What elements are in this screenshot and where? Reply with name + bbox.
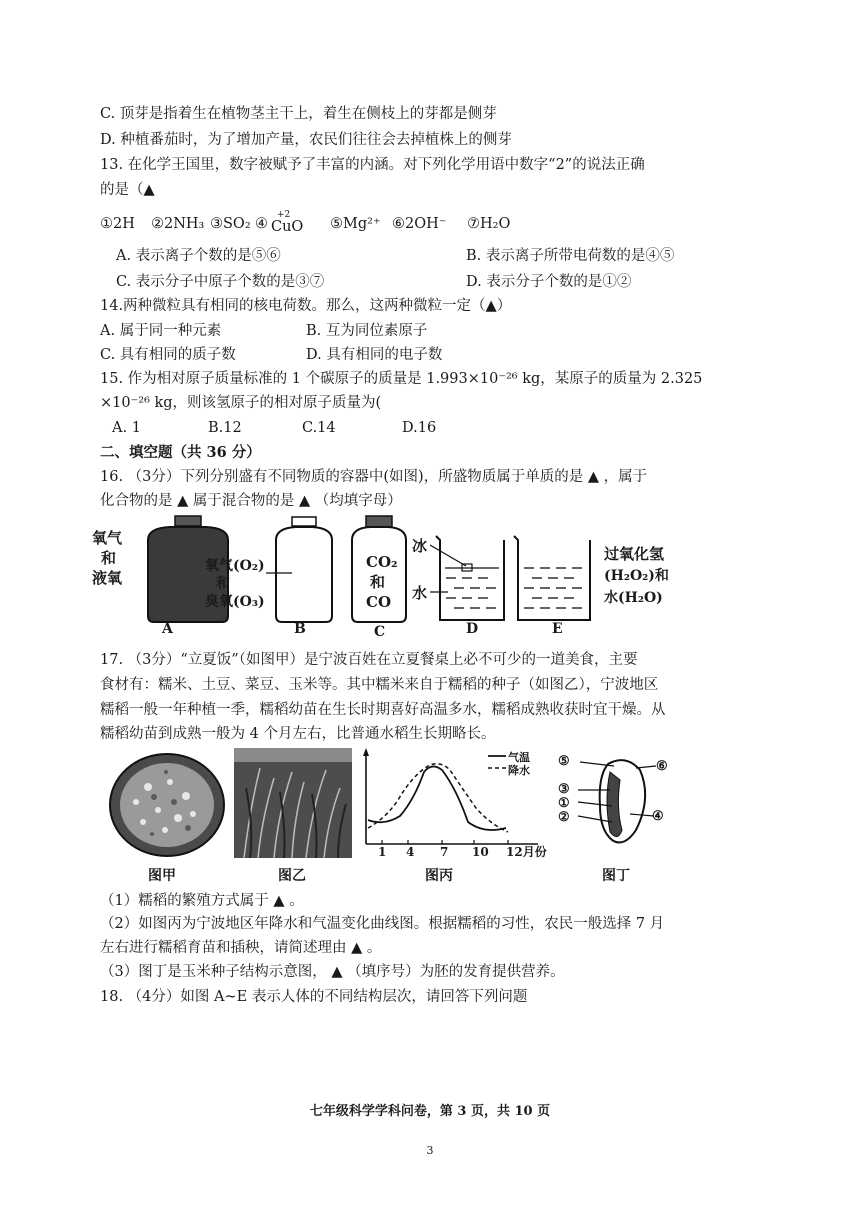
q12-option-d: D. 种植番茄时，为了增加产量，农民们往往会去掉植株上的侧芽 (100, 132, 512, 148)
q17-sub-3: （3）图丁是玉米种子结构示意图， ▲ （填序号）为胚的发育提供营养。 (100, 964, 565, 980)
seed-label-4: ④ (652, 809, 664, 824)
q14-option-c: C. 具有相同的质子数 (100, 347, 236, 363)
rice-plant-image (234, 748, 352, 858)
q17-line-4: 糯稻幼苗到成熟一般为 4 个月左右，比普通水稻生长期略长。 (100, 726, 496, 742)
q13-stem-line1: 13. 在化学王国里，数字被赋予了丰富的内涵。对下列化学用语中数字“2”的说法正确 (100, 157, 645, 173)
container-b-label: B (294, 621, 306, 637)
q13-formula-6: ⑥2OH⁻ (392, 216, 447, 232)
container-d-beaker (430, 536, 504, 620)
q13-cuo-charge: +2 (277, 210, 291, 220)
q15-option-c: C.14 (302, 420, 336, 436)
container-e-content-3: 水(H₂O) (604, 590, 663, 606)
container-d-label: D (466, 621, 479, 637)
container-b-content-3: 臭氧(O₃) (205, 594, 265, 610)
q18-stem: 18. （4分）如图 A~E 表示人体的不同结构层次，请回答下列问题 (100, 989, 528, 1005)
q17-sub-2-line-2: 左右进行糯稻育苗和插秧，请简述理由 ▲ 。 (100, 940, 382, 956)
container-a-side-label-2: 和 (101, 549, 117, 567)
container-a-side-label-3: 液氧 (92, 569, 123, 587)
seed-label-6: ⑥ (656, 759, 668, 774)
temperature-curve (368, 766, 506, 830)
corn-seed-diagram (560, 750, 670, 854)
q16-stem-line1: 16. （3分）下列分别盛有不同物质的容器中(如图)，所盛物质属于单质的是 ▲ ，属于 (100, 469, 648, 485)
container-d-water-label: 水 (412, 584, 428, 602)
container-b-content-1: 氧气(O₂) (205, 558, 265, 574)
q13-formula-4: ④ (255, 216, 268, 232)
container-a-label: A (162, 621, 173, 637)
page-number: 3 (426, 1144, 434, 1157)
q13-stem-line2: 的是（▲ (100, 182, 155, 198)
chart-xtick-12: 12月份 (506, 845, 547, 859)
container-b-content-2: 和 (216, 576, 230, 592)
seed-label-2: ② (558, 810, 570, 825)
container-c-content-2: 和 (370, 573, 386, 591)
q12-option-c: C. 顶芽是指着生在植物茎主干上，着生在侧枝上的芽都是侧芽 (100, 106, 497, 122)
page-footer: 七年级科学学科问卷，第 3 页，共 10 页 (309, 1104, 551, 1119)
q15-option-b: B.12 (208, 420, 242, 436)
q13-option-d: D. 表示分子个数的是①② (466, 274, 632, 290)
q13-option-c: C. 表示分子中原子个数的是③⑦ (116, 274, 325, 290)
q15-option-a: A. 1 (112, 420, 141, 436)
caption-figure-bing: 图丙 (425, 868, 453, 884)
container-e-beaker (514, 536, 590, 620)
q15-stem-line1: 15. 作为相对原子质量标准的 1 个碳原子的质量是 1.993×10⁻²⁶ kg，某原子的质量为 2.325 (100, 371, 703, 387)
q16-stem-line2: 化合物的是 ▲ 属于混合物的是 ▲ （均填字母） (100, 493, 402, 509)
q17-sub-1: （1）糯稻的繁殖方式属于 ▲ 。 (100, 893, 304, 909)
container-a-side-label-1: 氧气 (92, 529, 123, 547)
caption-figure-yi: 图乙 (278, 868, 306, 884)
container-b-bottle (266, 517, 332, 622)
q13-option-a: A. 表示离子个数的是⑤⑥ (116, 248, 281, 264)
container-e-content-1: 过氧化氢 (604, 545, 665, 563)
q17-line-3: 糯稻一般一年种植一季，糯稻幼苗在生长时期喜好高温多水，糯稻成熟收获时宜干燥。从 (100, 702, 666, 718)
chart-xtick-10: 10 (472, 845, 489, 859)
q13-formula-3: ③SO₂ (210, 216, 251, 232)
q15-option-d: D.16 (402, 420, 437, 436)
q14-option-d: D. 具有相同的电子数 (306, 347, 443, 363)
container-c-content-1: CO₂ (366, 553, 398, 571)
chart-legend-temperature: 气温 (508, 751, 530, 764)
container-e-label: E (552, 621, 563, 637)
chart-xtick-4: 4 (406, 845, 415, 859)
q17-line-1: 17. （3分）“立夏饭”（如图甲）是宁波百姓在立夏餐桌上必不可少的一道美食，主要 (100, 652, 638, 668)
section-2-heading: 二、填空题（共 36 分） (100, 444, 261, 461)
q13-formula-5: ⑤Mg²⁺ (330, 216, 381, 232)
caption-figure-jia: 图甲 (148, 868, 176, 884)
seed-label-3: ③ (558, 782, 570, 797)
chart-legend-precipitation: 降水 (508, 764, 530, 777)
q14-stem: 14.两种微粒具有相同的核电荷数。那么，这两种微粒一定（▲） (100, 298, 512, 314)
q14-option-a: A. 属于同一种元素 (100, 323, 222, 339)
q17-sub-2-line-1: （2）如图丙为宁波地区年降水和气温变化曲线图。根据糯稻的习性，农民一般选择 7 月 (100, 916, 665, 932)
q13-formula-2: ②2NH₃ (151, 216, 205, 232)
q17-line-2: 食材有：糯米、土豆、菜豆、玉米等。其中糯米来自于糯稻的种子（如图乙），宁波地区 (100, 677, 659, 693)
container-c-content-3: CO (366, 593, 392, 611)
caption-figure-ding: 图丁 (602, 868, 630, 884)
q16-containers-figure (90, 512, 690, 644)
q15-stem-line2: ×10⁻²⁶ kg，则该氢原子的相对原子质量为( (100, 395, 382, 411)
seed-label-5: ⑤ (558, 754, 570, 769)
q14-option-b: B. 互为同位素原子 (306, 323, 428, 339)
container-e-content-2: (H₂O₂)和 (604, 568, 669, 584)
q13-formula-7: ⑦H₂O (467, 216, 511, 232)
chart-xtick-1: 1 (378, 845, 387, 859)
q13-cuo-formula: CuO (271, 219, 304, 235)
q13-option-b: B. 表示离子所带电荷数的是④⑤ (466, 248, 675, 264)
q13-formula-1: ①2H (100, 216, 135, 232)
container-d-ice-label: 冰 (412, 537, 428, 555)
seed-label-1: ① (558, 796, 570, 811)
rice-bowl-image (108, 752, 226, 858)
container-c-label: C (374, 624, 386, 640)
chart-xtick-7: 7 (440, 845, 449, 859)
